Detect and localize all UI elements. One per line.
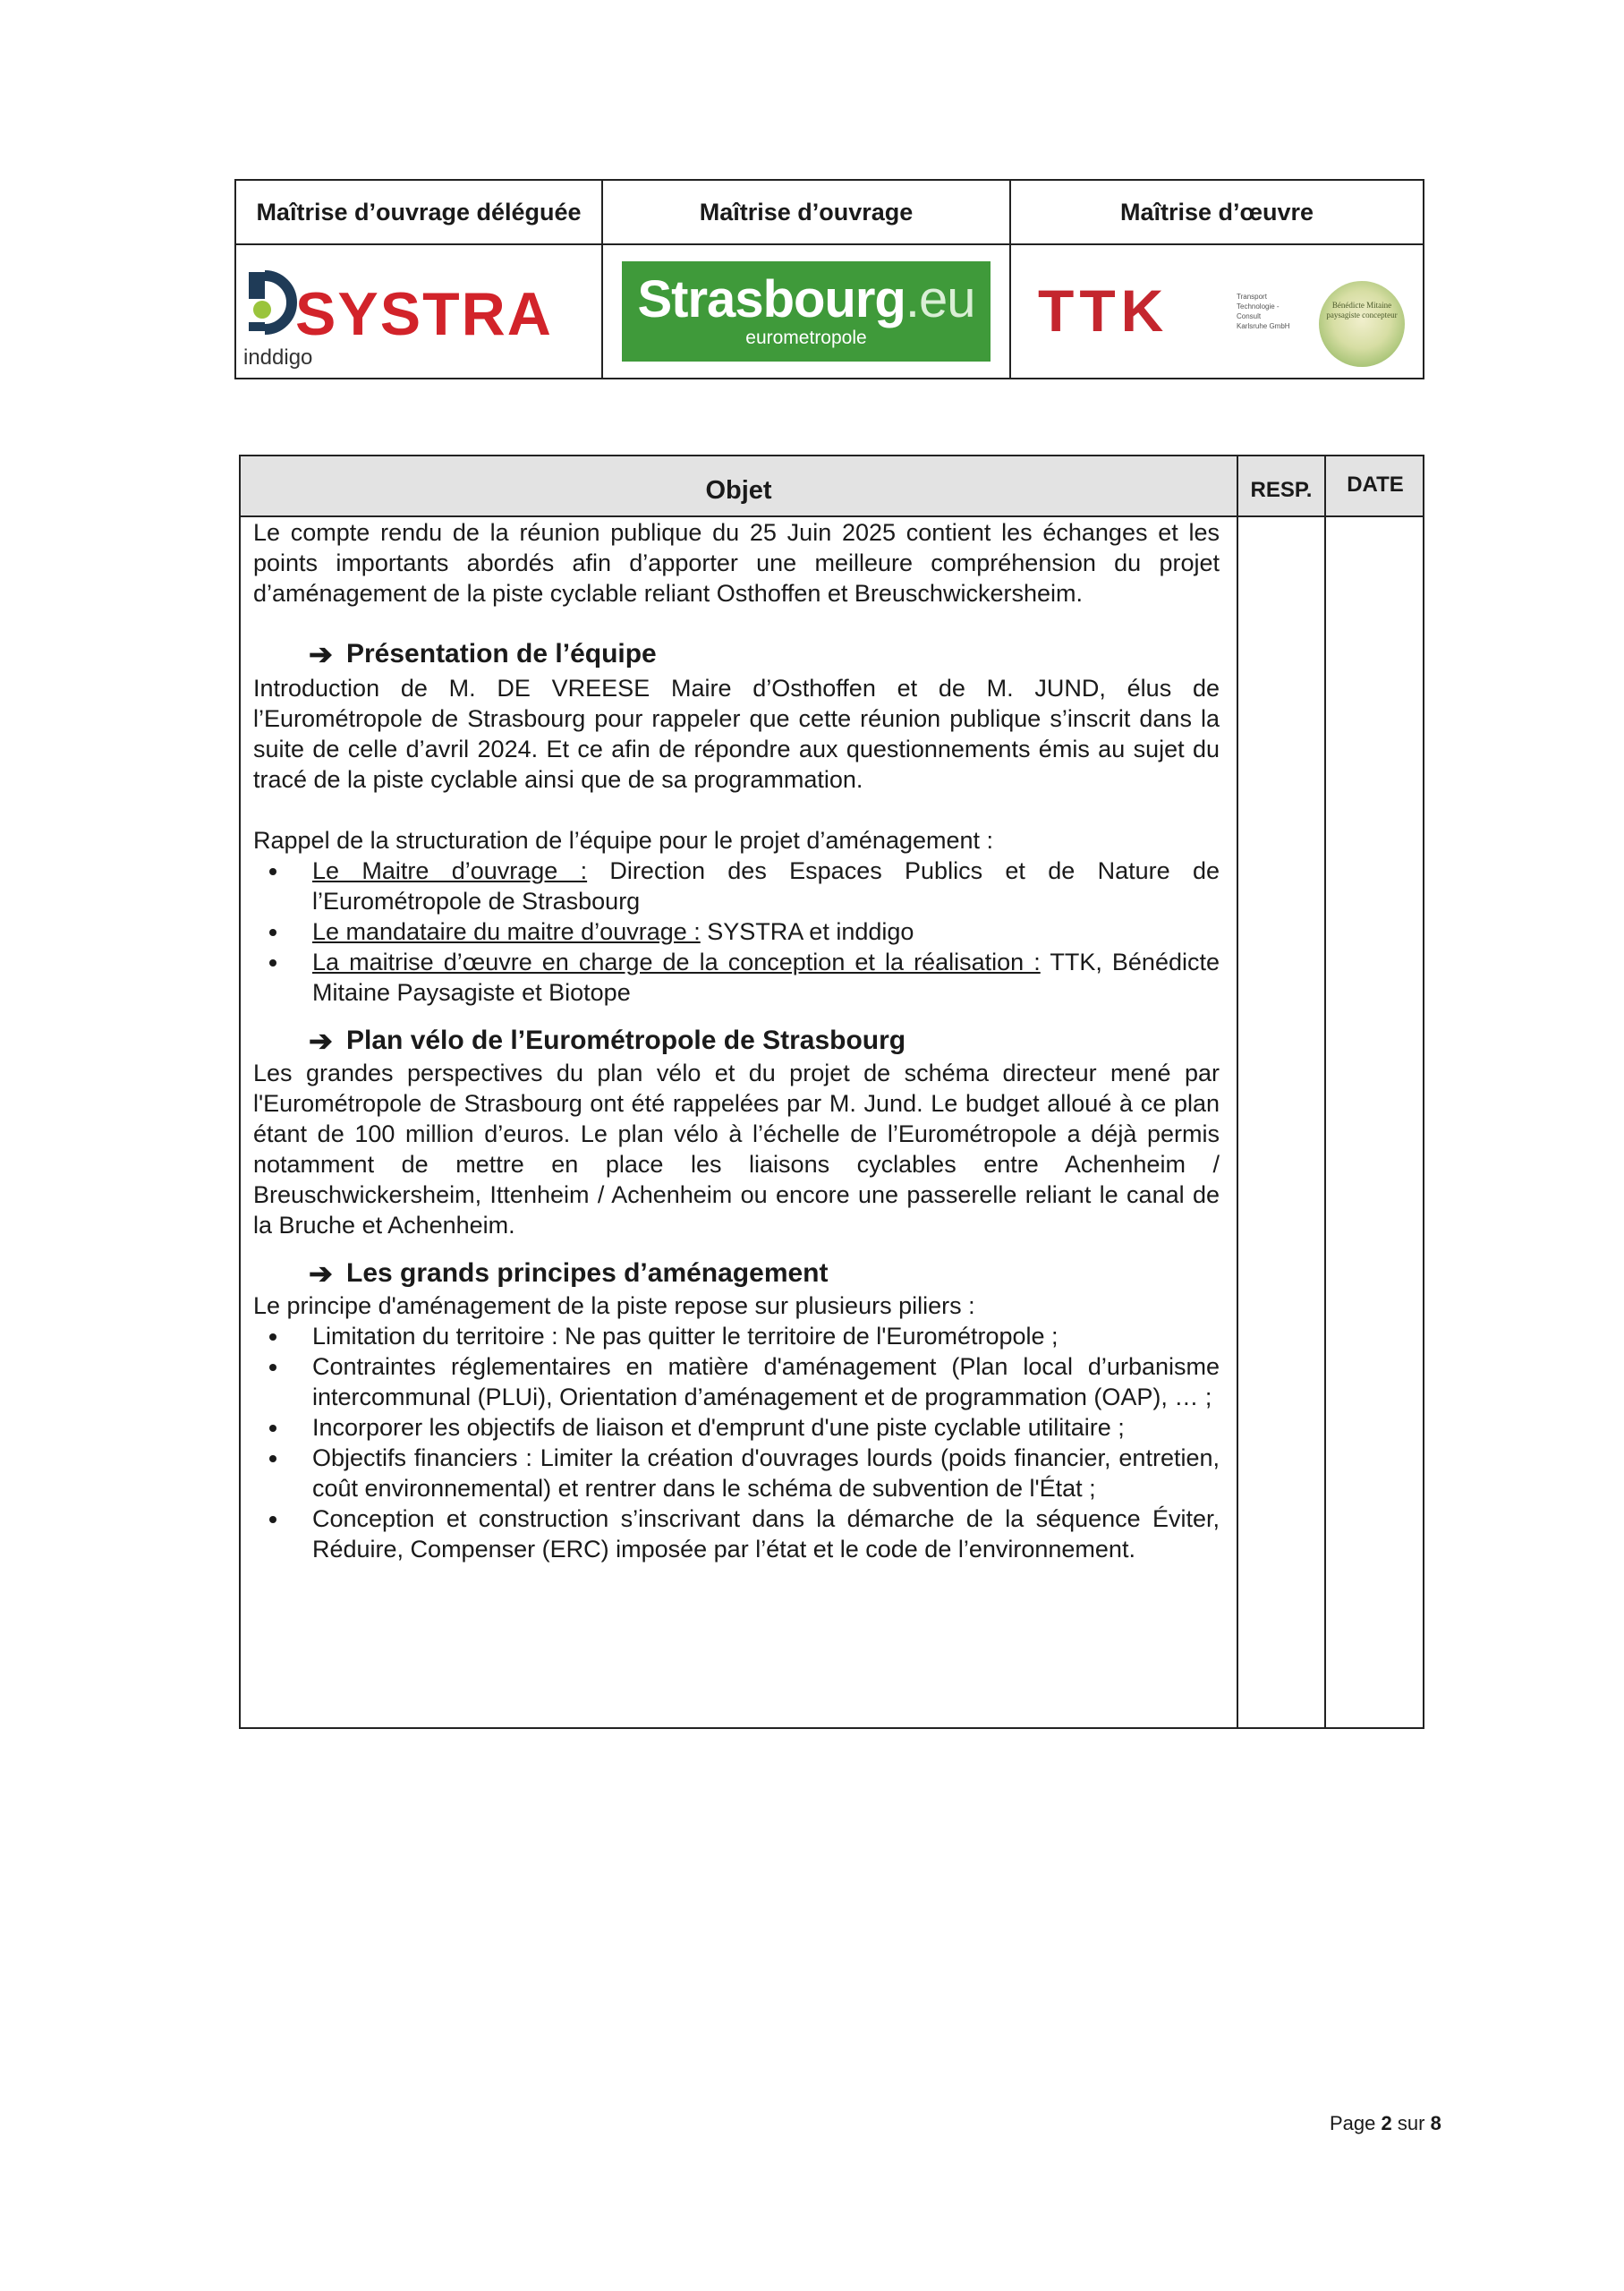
- list-item: Limitation du territoire : Ne pas quitter le territoire de l'Eurométropole ;: [253, 1321, 1220, 1351]
- arrow-right-icon: ➔: [309, 1025, 333, 1057]
- ttk-bm-logos: [1011, 245, 1423, 378]
- paragraph: Rappel de la structuration de l’équipe pour le projet d’aménagement :: [253, 827, 994, 854]
- strasbourg-logo-eu: .eu: [905, 270, 975, 328]
- systra-inddigo-logo: [236, 245, 601, 378]
- header-table: [234, 179, 1424, 379]
- paragraph: Les grandes perspectives du plan vélo et du projet de schéma directeur mené par l'Eurométropole de Strasbourg ont été rappelées par M. Jund. Le budget alloué à ce plan étant de 100 million d’euros. Le plan vélo à l’échelle de l’Eurométropole a déjà permis notamment de mettre en place les liaisons cyclables entre Achenheim / Breuschwickersheim, Ittenheim / Achenheim ou encore une passerelle reliant le canal de la Bruche et Achenheim.: [253, 1060, 1220, 1239]
- benedicte-mitaine-logo: [1319, 281, 1405, 367]
- section-heading: ➔ Plan vélo de l’Eurométropole de Strasbourg: [309, 1025, 906, 1057]
- col-header-resp: RESP.: [1250, 478, 1313, 502]
- strasbourg-eu-logo: [622, 261, 991, 362]
- list-item: Conception et construction s’inscrivant dans la démarche de la séquence Éviter, Réduire, Compenser (ERC) imposée par l’état et le code de l’environnement.: [253, 1503, 1220, 1564]
- paragraph: Le principe d'aménagement de la piste repose sur plusieurs piliers :: [253, 1292, 975, 1319]
- arrow-right-icon: ➔: [309, 638, 333, 670]
- paragraph: Introduction de M. DE VREESE Maire d’Osthoffen et de M. JUND, élus de l’Eurométropole de Strasbourg pour rappeler que cette réunion publique s’inscrit dans la suite de celle d’avril 2024. Et ce afin de répondre aux questionnements émis au sujet du tracé de la piste cyclable ainsi que de sa programmation.: [253, 675, 1220, 793]
- column-divider: [1237, 456, 1238, 1727]
- section-heading: ➔ Présentation de l’équipe: [309, 638, 657, 670]
- header-col-moe: Maîtrise d’œuvre: [1011, 181, 1423, 245]
- logo-cell-ttk-bm: [1011, 245, 1423, 378]
- list-item: La maitrise d’œuvre en charge de la conception et la réalisation : TTK, Bénédicte Mitaine Paysagiste et Biotope: [253, 947, 1220, 1008]
- systra-logo-text: SYSTRA: [295, 280, 553, 348]
- logo-cell-strasbourg: [603, 245, 1011, 378]
- section-heading: ➔ Les grands principes d’aménagement: [309, 1257, 829, 1290]
- page-number: Page 2 sur 8: [1330, 2112, 1441, 2134]
- list-item: Incorporer les objectifs de liaison et d'emprunt d'une piste cyclable utilitaire ;: [253, 1412, 1220, 1443]
- header-col-moa-deleguee: Maîtrise d’ouvrage déléguée: [236, 181, 603, 245]
- objet-content: [253, 517, 1220, 1564]
- header-col-moa: Maîtrise d’ouvrage: [603, 181, 1011, 245]
- principles-list: [253, 1321, 1220, 1564]
- intro-paragraph: Le compte rendu de la réunion publique du 25 Juin 2025 contient les échanges et les points importants abordés afin d’apporter une meilleure compréhension du projet d’aménagement de la piste cyclable reliant Osthoffen et Breuschwickersheim.: [253, 519, 1220, 607]
- logo-cell-systra-inddigo: [236, 245, 603, 378]
- list-item: Le mandataire du maitre d’ouvrage : SYSTRA et inddigo: [253, 916, 1220, 947]
- strasbourg-logo-sub: eurometropole: [745, 328, 867, 348]
- team-list: [253, 856, 1220, 1008]
- benedicte-mitaine-logo-text: Bénédicte Mitaine paysagiste concepteur: [1326, 301, 1398, 319]
- ttk-logo-text: TTK: [1038, 277, 1169, 344]
- column-divider: [1324, 456, 1326, 1727]
- list-item: Le Maitre d’ouvrage : Direction des Espaces Publics et de Nature de l’Eurométropole de Strasbourg: [253, 856, 1220, 916]
- inddigo-logo-text: inddigo: [243, 345, 313, 370]
- ttk-logo-subtext: Transport Technologie - Consult Karlsruhe GmbH: [1237, 293, 1290, 330]
- strasbourg-logo-text: Strasbourg: [637, 270, 906, 328]
- arrow-right-icon: ➔: [309, 1257, 333, 1290]
- list-item: Contraintes réglementaires en matière d'aménagement (Plan local d’urbanisme intercommunal (PLUi), Orientation d’aménagement et de programmation (OAP), … ;: [253, 1351, 1220, 1412]
- col-header-date: DATE: [1347, 473, 1404, 497]
- inddigo-d-icon: [247, 267, 297, 338]
- list-item: Objectifs financiers : Limiter la création d'ouvrages lourds (poids financier, entretien, coût environnemental) et rentrer dans le schéma de subvention de l'État ;: [253, 1443, 1220, 1503]
- main-table: [239, 455, 1424, 1729]
- col-header-objet: Objet: [705, 475, 772, 505]
